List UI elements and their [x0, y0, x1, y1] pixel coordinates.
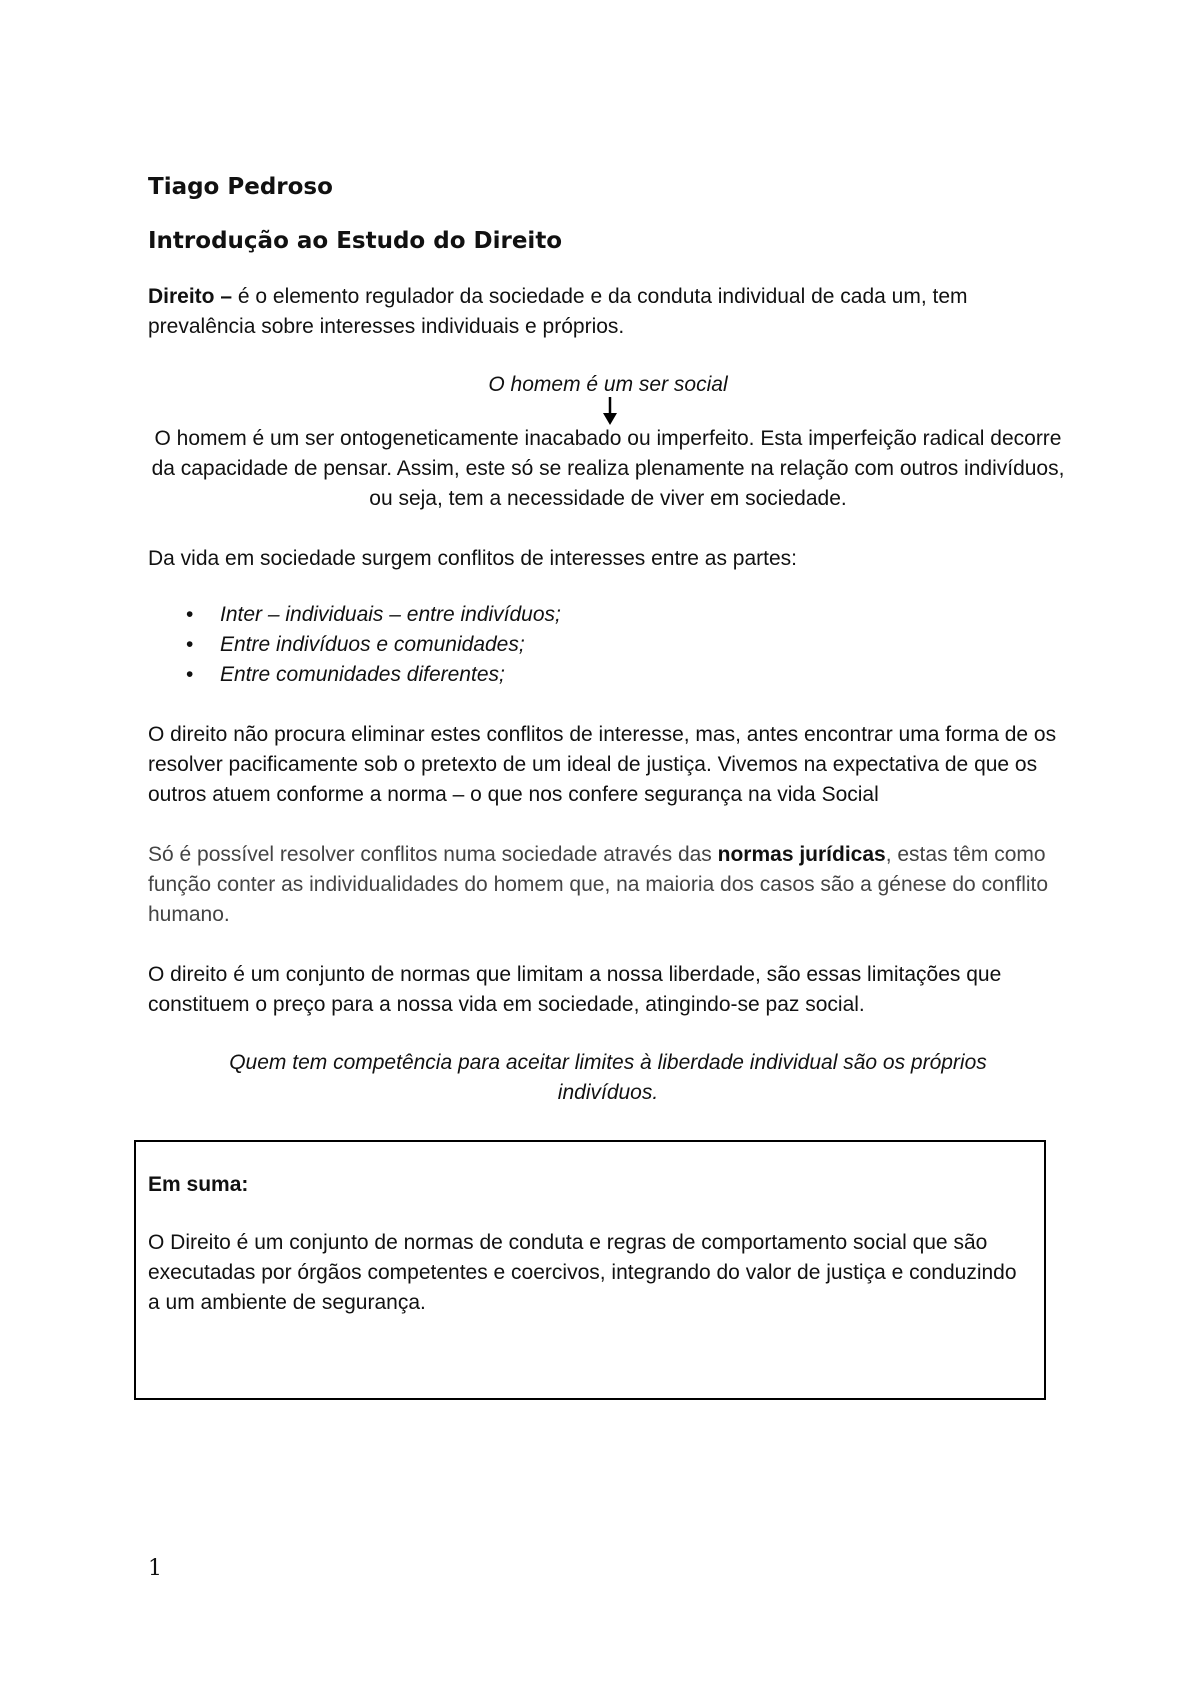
list-item-text: Entre comunidades diferentes;	[220, 663, 505, 686]
summary-title: Em suma:	[148, 1173, 249, 1196]
list-item	[148, 630, 1068, 660]
definition-term: Direito –	[148, 285, 233, 308]
legal-norms-paragraph	[148, 840, 1068, 930]
bullet-icon: •	[186, 603, 194, 626]
definition-paragraph	[148, 282, 1068, 342]
down-arrow-icon	[600, 396, 620, 426]
legal-norms-emphasis: normas jurídicas	[717, 843, 886, 866]
legal-norms-text-before: Só é possível resolver conflitos numa sociedade através das	[148, 843, 718, 866]
author-name: Tiago Pedroso	[148, 174, 333, 200]
list-item-text: Entre indivíduos e comunidades;	[220, 633, 525, 656]
conflicts-intro: Da vida em sociedade surgem conflitos de interesses entre as partes:	[148, 547, 798, 570]
legal-norms-text-after: , estas têm como função conter as individualidades do homem que, na maioria dos casos são a génese do conflito humano.	[148, 843, 1049, 926]
list-item	[148, 600, 1068, 630]
ontogenetic-paragraph: O homem é um ser ontogeneticamente inacabado ou imperfeito. Esta imperfeição radical decorre da capacidade de pensar. Assim, este só se realiza plenamente na relação com outros indivíduos, ou seja, tem a necessidade de viver em sociedade.	[151, 427, 1065, 510]
limits-paragraph: O direito é um conjunto de normas que limitam a nossa liberdade, são essas limitações que constituem o preço para a nossa vida em sociedade, atingindo-se paz social.	[148, 963, 1002, 1016]
law-purpose-paragraph: O direito não procura eliminar estes conflitos de interesse, mas, antes encontrar uma forma de os resolver pacificamente sob o pretexto de um ideal de justiça. Vivemos na expectativa de que os outros atuem conforme a norma – o que nos confere segurança na vida Social	[148, 723, 1057, 806]
quote-paragraph: Quem tem competência para aceitar limites à liberdade individual são os próprios indivíduos.	[229, 1051, 987, 1104]
list-item-text: Inter – individuais – entre indivíduos;	[220, 603, 561, 626]
bullet-icon: •	[186, 663, 194, 686]
summary-box	[134, 1140, 1046, 1400]
definition-text: é o elemento regulador da sociedade e da conduta individual de cada um, tem prevalência sobre interesses individuais e próprios.	[148, 285, 968, 338]
summary-text: O Direito é um conjunto de normas de conduta e regras de comportamento social que são executadas por órgãos competentes e coercivos, integrando do valor de justiça e conduzindo a um ambiente de segurança.	[148, 1231, 1017, 1314]
list-item	[148, 660, 1068, 690]
conflicts-list	[148, 600, 1068, 690]
bullet-icon: •	[186, 633, 194, 656]
document-title: Introdução ao Estudo do Direito	[148, 228, 563, 254]
document-body	[148, 172, 1068, 1108]
arrow-container	[148, 400, 1068, 424]
page-number: 1	[148, 1556, 162, 1581]
tagline: O homem é um ser social	[488, 373, 728, 396]
